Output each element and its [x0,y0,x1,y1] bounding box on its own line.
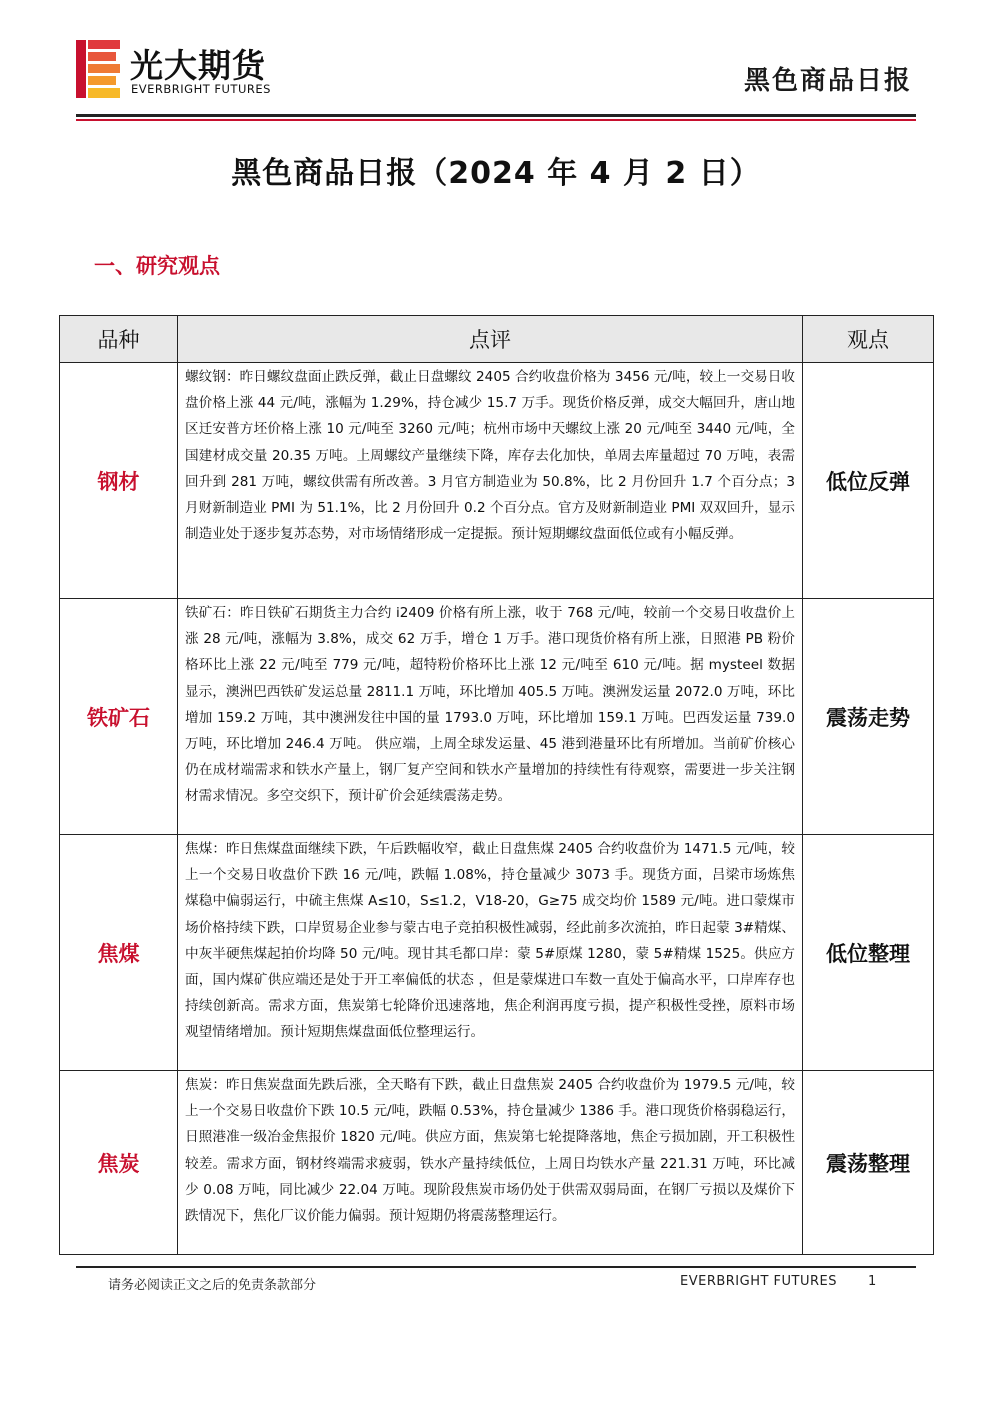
view-cell: 震荡走势 [803,599,934,835]
footer-divider [76,1266,916,1268]
view-cell: 低位整理 [803,835,934,1071]
variety-cell: 铁矿石 [60,599,178,835]
table-row [60,835,934,1071]
header-view: 观点 [803,316,934,363]
research-view-table [59,315,934,1255]
report-name: 黑色商品日报 [743,66,912,96]
header-divider-accent [76,119,916,121]
table-row [60,599,934,835]
footer-company: EVERBRIGHT FUTURES [680,1274,838,1289]
variety-cell: 钢材 [60,363,178,599]
comment-cell: 焦煤：昨日焦煤盘面继续下跌，午后跌幅收窄，截止日盘焦煤 2405 合约收盘价为 1471.5 元/吨，较上一个交易日收盘价下跌 16 元/吨，跌幅 1.08%，持仓量减少 3073 手。现货方面，吕梁市场炼焦煤稳中偏弱运行，中硫主焦煤 A≤10，S≤1.2，V18-20，G≥75 成交均价 1589 元/吨。进口蒙煤市场价格持续下跌，口岸贸易企业参与蒙古电子竞拍积极性减弱，经此前多次流拍，昨日起蒙 3#精煤、中灰半硬焦煤起拍价均降 50 元/吨。现甘其毛都口岸：蒙 5#原煤 1280，蒙 5#精煤 1525。供应方面，国内煤矿供应端还是处于开工率偏低的状态 ，但是蒙煤进口车数一直处于偏高水平，口岸库存也持续创新高。需求方面，焦炭第七轮降价迅速落地，焦企利润再度亏损，提产积极性受挫，原料市场观望情绪增加。预计短期焦煤盘面低位整理运行。 [178,835,803,1071]
section-title: 一、研究观点 [94,254,220,278]
table-row [60,1071,934,1255]
table-row [60,363,934,599]
page-header [0,0,992,125]
brand-name-en: EVERBRIGHT FUTURES [131,82,271,96]
header-variety: 品种 [60,316,178,363]
comment-cell: 焦炭：昨日焦炭盘面先跌后涨，全天略有下跌，截止日盘焦炭 2405 合约收盘价为 1979.5 元/吨，较上一个交易日收盘价下跌 10.5 元/吨，跌幅 0.53%，持仓量减少 1386 手。港口现货价格弱稳运行，日照港准一级冶金焦报价 1820 元/吨。供应方面，焦炭第七轮提降落地，焦企亏损加剧，开工积极性较差。需求方面，钢材终端需求疲弱，铁水产量持续低位，上周日均铁水产量 221.31 万吨，环比减少 0.08 万吨，同比减少 22.04 万吨。现阶段焦炭市场仍处于供需双弱局面，在钢厂亏损以及煤价下跌情况下，焦化厂议价能力偏弱。预计短期仍将震荡整理运行。 [178,1071,803,1255]
variety-cell: 焦煤 [60,835,178,1071]
view-cell: 低位反弹 [803,363,934,599]
page-number: 1 [868,1274,877,1289]
header-comment: 点评 [178,316,803,363]
variety-cell: 焦炭 [60,1071,178,1255]
view-cell: 震荡整理 [803,1071,934,1255]
header-divider [76,114,916,117]
footer-disclaimer: 请务必阅读正文之后的免责条款部分 [108,1278,317,1293]
comment-cell: 螺纹钢：昨日螺纹盘面止跌反弹，截止日盘螺纹 2405 合约收盘价格为 3456 元/吨，较上一交易日收盘价格上涨 44 元/吨，涨幅为 1.29%，持仓减少 15.7 万手。现货价格反弹，成交大幅回升，唐山地区迁安普方坯价格上涨 10 元/吨至 3260 元/吨；杭州市场中天螺纹上涨 20 元/吨至 3440 元/吨，全国建材成交量 20.35 万吨。上周螺纹产量继续下降，库存去化加快，单周去库量超过 70 万吨，表需回升到 281 万吨，螺纹供需有所改善。3 月官方制造业为 50.8%，比 2 月份回升 1.7 个百分点；3 月财新制造业 PMI 为 51.1%，比 2 月份回升 0.2 个百分点。官方及财新制造业 PMI 双双回升，显示制造业处于逐步复苏态势，对市场情绪形成一定提振。预计短期螺纹盘面低位或有小幅反弹。 [178,363,803,599]
document-title: 黑色商品日报（2024 年 4 月 2 日） [231,156,761,191]
brand-name-cn: 光大期货 [130,46,266,85]
comment-cell: 铁矿石：昨日铁矿石期货主力合约 i2409 价格有所上涨，收于 768 元/吨，较前一个交易日收盘价上涨 28 元/吨，涨幅为 3.8%，成交 62 万手，增仓 1 万手。港口现货价格有所上涨，日照港 PB 粉价格环比上涨 22 元/吨至 779 元/吨，超特粉价格环比上涨 12 元/吨至 610 元/吨。据 mysteel 数据显示，澳洲巴西铁矿发运总量 2811.1 万吨，环比增加 405.5 万吨。澳洲发运量 2072.0 万吨，环比增加 159.2 万吨，其中澳洲发往中国的量 1793.0 万吨，环比增加 159.1 万吨。巴西发运量 739.0 万吨，环比增加 246.4 万吨。 供应端，上周全球发运量、45 港到港量环比有所增加。当前矿价核心仍在成材端需求和铁水产量上，钢厂复产空间和铁水产量增加的持续性有待观察，需要进一步关注钢材需求情况。多空交织下，预计矿价会延续震荡走势。 [178,599,803,835]
everbright-logo-icon [76,40,120,98]
table-header-row [60,316,934,363]
